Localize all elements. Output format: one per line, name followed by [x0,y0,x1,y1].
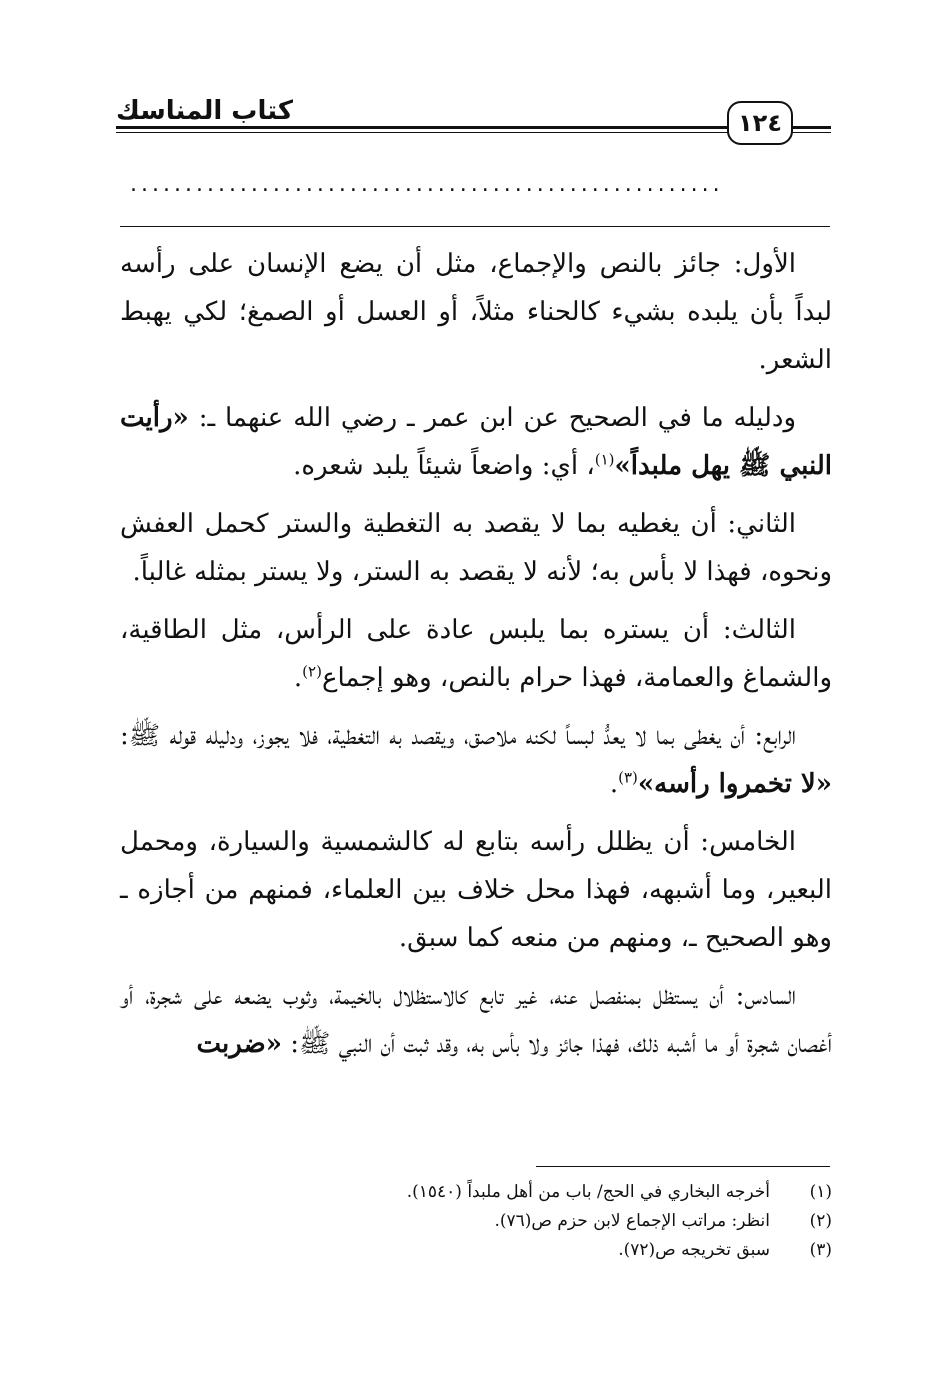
running-header-title: كتاب المناسك [116,96,293,126]
paragraph-4 [120,606,832,702]
footnote-2 [120,1207,832,1236]
footnote-number: (١) [809,1182,832,1202]
paragraph-5-text-a: الرابع: أن يغطى بما لا يعدُّ لبساً لكنه ملاصق، ويقصد به التغطية، فلا يجوز، ودليله قوله ﷺ: [120,721,796,751]
hadith-quote-2: «لا تخمروا رأسه» [637,769,832,799]
paragraph-3: الثاني: أن يغطيه بما لا يقصد به التغطية والستر كحمل العفش ونحوه، فهذا لا بأس به؛ لأنه لا يقصد به الستر، ولا يستر بمثله غالباً. [120,509,832,587]
footnote-rule [536,1166,830,1167]
header-rule-thin [116,132,728,133]
footnote-ref-3[interactable]: (٣) [618,768,638,787]
footnote-text: سبق تخريجه ص(٧٢). [618,1240,770,1260]
footnote-3 [120,1236,832,1265]
paragraph-1: الأول: جائز بالنص والإجماع، مثل أن يضع الإنسان على رأسه لبداً بأن يلبده بشيء كالحناء مثلاً، أو العسل أو الصمغ؛ لكي يهبط الشعر. [120,249,832,375]
paragraph-2 [120,394,832,490]
hadith-quote-3: «ضربت [196,1029,282,1059]
hadith-quote-1: «رأيت النبي ﷺ يهل ملبداً» [120,403,832,481]
top-rule [120,226,830,227]
header-rule-right-thin [791,132,831,133]
header-rule-right [791,126,831,129]
footnotes [120,1178,832,1265]
footnote-text: أخرجه البخاري في الحج/ باب من أهل ملبداً (١٥٤٠). [406,1182,770,1202]
paragraph-5-text-b: . [609,769,619,799]
dotted-separator: ...................................................... [130,172,724,197]
footnote-text: انظر: مراتب الإجماع لابن حزم ص(٧٦). [494,1211,770,1231]
footnote-number: (٢) [809,1211,832,1231]
paragraph-2-text-a: ودليله ما في الصحيح عن ابن عمر ـ رضي الله عنهما ـ: [198,403,796,433]
footnote-ref-2[interactable]: (٢) [302,662,322,681]
paragraph-7 [120,972,832,1068]
paragraph-4-text-b: . [293,663,303,693]
footnote-number: (٣) [809,1240,832,1260]
footnote-1 [120,1178,832,1207]
paragraph-2-text-b: ، أي: واضعاً شيئاً يلبد شعره. [293,451,595,481]
header-rule [116,126,728,129]
paragraph-5 [120,712,832,808]
paragraph-6: الخامس: أن يظلل رأسه بتابع له كالشمسية والسيارة، ومحمل البعير، وما أشبهه، فهذا محل خلاف بين العلماء، فمنهم من أجازه ـ وهو الصحيح ـ، ومنهم من منعه كما سبق. [120,827,833,953]
main-text [120,240,832,1078]
page-number: ١٢٤ [727,101,793,145]
footnote-ref-1[interactable]: (١) [594,450,615,469]
paragraph-7-text-a: السادس: أن يستظل بمنفصل عنه، غير تابع كالاستظلال بالخيمة، وثوب يضعه على شجرة، أو أغصان شجرة أو ما أشبه ذلك، فهذا جائز ولا بأس به، وقد ثبت أن النبي ﷺ: [120,981,832,1059]
paragraph-4-text-a: الثالث: أن يستره بما يلبس عادة على الرأس، مثل الطاقية، والشماغ والعمامة، فهذا حرام بالنص، وهو إجماع [120,615,832,693]
